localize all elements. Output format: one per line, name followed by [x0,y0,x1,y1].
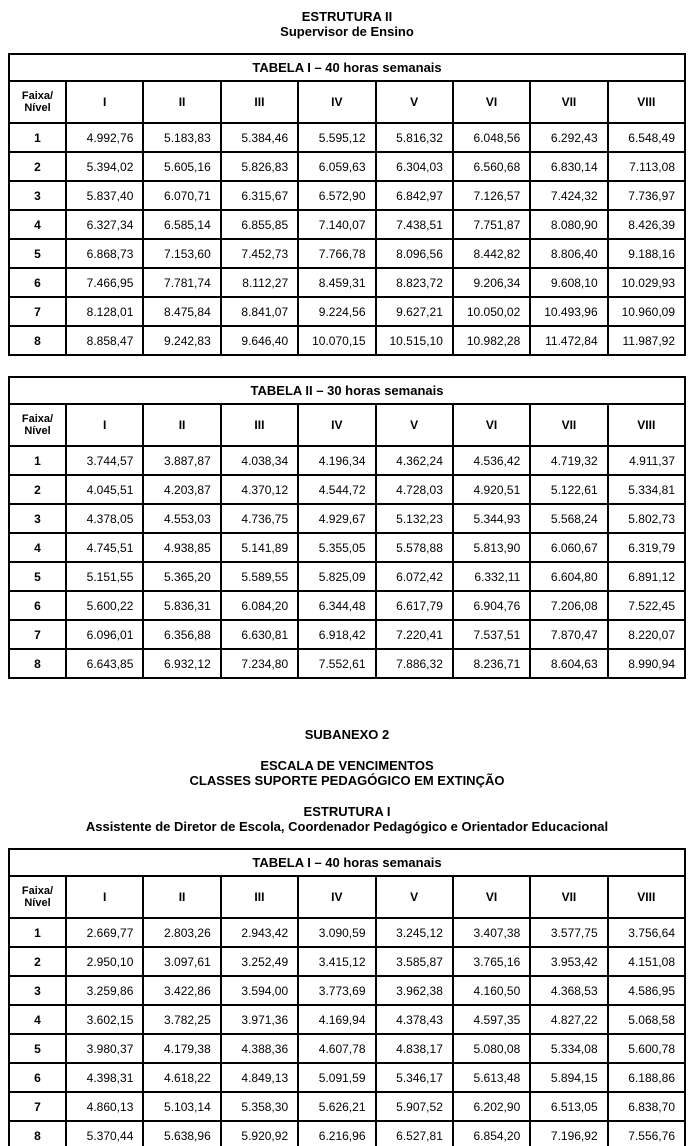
salary-cell: 6.332,11 [453,562,530,591]
table-row [9,562,685,591]
salary-cell: 6.918,42 [298,620,375,649]
corner-label-line1: Faixa/ [21,413,54,425]
salary-cell: 8.841,07 [221,297,298,326]
salary-cell: 8.442,82 [453,239,530,268]
row-level: 2 [9,947,66,976]
salary-cell: 10.515,10 [376,326,453,355]
row-level: 2 [9,475,66,504]
salary-cell: 8.604,63 [530,649,607,678]
table-header-row [9,876,685,918]
salary-cell: 6.048,56 [453,123,530,152]
row-level: 5 [9,239,66,268]
salary-cell: 6.854,20 [453,1121,530,1146]
salary-cell: 5.365,20 [143,562,220,591]
salary-cell: 4.597,35 [453,1005,530,1034]
salary-cell: 4.160,50 [453,976,530,1005]
salary-cell: 7.438,51 [376,210,453,239]
row-level: 3 [9,976,66,1005]
salary-cell: 5.080,08 [453,1034,530,1063]
salary-cell: 2.669,77 [66,918,143,947]
salary-cell: 2.943,42 [221,918,298,947]
salary-cell: 4.378,05 [66,504,143,533]
table-row [9,649,685,678]
salary-cell: 4.196,34 [298,446,375,475]
column-header: V [376,81,453,123]
salary-cell: 7.452,73 [221,239,298,268]
salary-cell: 6.560,68 [453,152,530,181]
row-level: 7 [9,1092,66,1121]
table-row [9,533,685,562]
salary-cell: 7.766,78 [298,239,375,268]
row-level: 1 [9,123,66,152]
table-row [9,152,685,181]
table-row [9,123,685,152]
salary-cell: 4.378,43 [376,1005,453,1034]
salary-cell: 4.860,13 [66,1092,143,1121]
salary-cell: 5.613,48 [453,1063,530,1092]
salary-cell: 7.153,60 [143,239,220,268]
salary-cell: 8.220,07 [608,620,685,649]
salary-cell: 2.950,10 [66,947,143,976]
salary-cell: 6.838,70 [608,1092,685,1121]
salary-cell: 4.938,85 [143,533,220,562]
corner-label-line1: Faixa/ [21,90,54,102]
column-header: III [221,404,298,446]
salary-cell: 8.096,56 [376,239,453,268]
table-row [9,239,685,268]
salary-cell: 5.384,46 [221,123,298,152]
salary-cell: 10.029,93 [608,268,685,297]
row-level: 7 [9,297,66,326]
table-header-row [9,81,685,123]
salary-cell: 9.224,56 [298,297,375,326]
salary-cell: 2.803,26 [143,918,220,947]
column-header: I [66,81,143,123]
salary-cell: 6.070,71 [143,181,220,210]
salary-cell: 3.090,59 [298,918,375,947]
table-title-row [9,849,685,876]
salary-cell: 7.424,32 [530,181,607,210]
salary-cell: 4.370,12 [221,475,298,504]
salary-cell: 6.585,14 [143,210,220,239]
column-header: VI [453,876,530,918]
salary-table-estrutura1-40h [8,848,686,1146]
salary-cell: 3.971,36 [221,1005,298,1034]
salary-cell: 4.045,51 [66,475,143,504]
salary-cell: 3.245,12 [376,918,453,947]
salary-cell: 6.643,85 [66,649,143,678]
salary-cell: 5.907,52 [376,1092,453,1121]
salary-cell: 4.736,75 [221,504,298,533]
salary-cell: 4.553,03 [143,504,220,533]
table-row [9,504,685,533]
salary-cell: 4.838,17 [376,1034,453,1063]
table-row [9,446,685,475]
table-row [9,475,685,504]
table-row [9,1005,685,1034]
column-header: I [66,404,143,446]
salary-cell: 5.394,02 [66,152,143,181]
salary-cell: 4.368,53 [530,976,607,1005]
row-level: 6 [9,1063,66,1092]
salary-cell: 5.638,96 [143,1121,220,1146]
salary-cell: 3.887,87 [143,446,220,475]
salary-cell: 4.536,42 [453,446,530,475]
section-title: ESTRUTURA II [301,9,393,24]
salary-cell: 3.953,42 [530,947,607,976]
salary-cell: 6.072,42 [376,562,453,591]
corner-label-line2: Nível [24,102,51,114]
salary-cell: 6.932,12 [143,649,220,678]
salary-cell: 6.604,80 [530,562,607,591]
salary-cell: 10.050,02 [453,297,530,326]
salary-cell: 5.605,16 [143,152,220,181]
salary-cell: 11.472,84 [530,326,607,355]
salary-cell: 7.781,74 [143,268,220,297]
salary-cell: 6.572,90 [298,181,375,210]
salary-cell: 7.751,87 [453,210,530,239]
salary-cell: 5.141,89 [221,533,298,562]
salary-cell: 7.870,47 [530,620,607,649]
salary-cell: 5.103,14 [143,1092,220,1121]
salary-cell: 7.113,08 [608,152,685,181]
salary-cell: 5.355,05 [298,533,375,562]
salary-table-40h [8,53,686,356]
salary-cell: 11.987,92 [608,326,685,355]
row-level: 5 [9,562,66,591]
column-header: III [221,81,298,123]
salary-cell: 6.202,90 [453,1092,530,1121]
salary-cell: 3.415,12 [298,947,375,976]
salary-cell: 6.356,88 [143,620,220,649]
salary-cell: 4.992,76 [66,123,143,152]
salary-cell: 8.858,47 [66,326,143,355]
column-header: VIII [608,81,685,123]
salary-cell: 6.855,85 [221,210,298,239]
document-header [0,0,694,39]
salary-cell: 3.744,57 [66,446,143,475]
row-level: 8 [9,1121,66,1146]
salary-cell: 9.206,34 [453,268,530,297]
salary-cell: 7.552,61 [298,649,375,678]
salary-cell: 7.522,45 [608,591,685,620]
table-row [9,1121,685,1146]
salary-cell: 5.344,93 [453,504,530,533]
salary-cell: 6.891,12 [608,562,685,591]
salary-cell: 5.334,08 [530,1034,607,1063]
salary-cell: 3.765,16 [453,947,530,976]
salary-cell: 7.537,51 [453,620,530,649]
salary-cell: 6.060,67 [530,533,607,562]
table-row [9,268,685,297]
corner-header [9,81,66,123]
salary-cell: 10.982,28 [453,326,530,355]
row-level: 8 [9,649,66,678]
salary-cell: 9.188,16 [608,239,685,268]
salary-cell: 4.179,38 [143,1034,220,1063]
salary-cell: 5.183,83 [143,123,220,152]
salary-cell: 4.827,22 [530,1005,607,1034]
table-row [9,326,685,355]
table-title: TABELA II – 30 horas semanais [9,377,685,404]
salary-cell: 4.544,72 [298,475,375,504]
salary-cell: 9.646,40 [221,326,298,355]
salary-cell: 3.407,38 [453,918,530,947]
salary-cell: 3.252,49 [221,947,298,976]
table-row [9,1034,685,1063]
column-header: IV [298,404,375,446]
salary-cell: 4.586,95 [608,976,685,1005]
row-level: 1 [9,446,66,475]
salary-cell: 5.370,44 [66,1121,143,1146]
salary-cell: 6.315,67 [221,181,298,210]
salary-cell: 7.206,08 [530,591,607,620]
salary-cell: 8.459,31 [298,268,375,297]
salary-cell: 3.773,69 [298,976,375,1005]
column-header: VII [530,404,607,446]
structure-heading-line2: Assistente de Diretor de Escola, Coordenador Pedagógico e Orientador Educacional [85,819,609,834]
salary-cell: 4.849,13 [221,1063,298,1092]
row-level: 6 [9,268,66,297]
salary-cell: 4.929,67 [298,504,375,533]
table-header-row [9,404,685,446]
salary-cell: 6.344,48 [298,591,375,620]
column-header: I [66,876,143,918]
salary-cell: 7.466,95 [66,268,143,297]
salary-cell: 3.602,15 [66,1005,143,1034]
salary-cell: 4.728,03 [376,475,453,504]
salary-cell: 3.422,86 [143,976,220,1005]
salary-cell: 5.816,32 [376,123,453,152]
salary-cell: 5.358,30 [221,1092,298,1121]
salary-cell: 5.091,59 [298,1063,375,1092]
salary-cell: 6.216,96 [298,1121,375,1146]
column-header: IV [298,81,375,123]
salary-cell: 5.826,83 [221,152,298,181]
salary-cell: 4.719,32 [530,446,607,475]
salary-cell: 7.196,92 [530,1121,607,1146]
salary-cell: 6.513,05 [530,1092,607,1121]
column-header: III [221,876,298,918]
salary-cell: 5.595,12 [298,123,375,152]
salary-cell: 6.188,86 [608,1063,685,1092]
salary-cell: 5.920,92 [221,1121,298,1146]
salary-cell: 4.911,37 [608,446,685,475]
scale-heading-line1: ESCALA DE VENCIMENTOS [260,758,434,773]
table-row [9,918,685,947]
salary-cell: 4.203,87 [143,475,220,504]
salary-cell: 9.242,83 [143,326,220,355]
row-level: 2 [9,152,66,181]
salary-cell: 7.556,76 [608,1121,685,1146]
salary-cell: 4.745,51 [66,533,143,562]
salary-cell: 9.627,21 [376,297,453,326]
salary-cell: 8.475,84 [143,297,220,326]
table-row [9,210,685,239]
salary-cell: 5.151,55 [66,562,143,591]
salary-cell: 4.398,31 [66,1063,143,1092]
table-row [9,591,685,620]
salary-cell: 8.236,71 [453,649,530,678]
corner-header [9,876,66,918]
corner-header [9,404,66,446]
column-header: VII [530,81,607,123]
salary-cell: 6.868,73 [66,239,143,268]
salary-cell: 5.589,55 [221,562,298,591]
table-row [9,947,685,976]
corner-label-line2: Nível [24,897,51,909]
salary-cell: 3.594,00 [221,976,298,1005]
salary-cell: 6.096,01 [66,620,143,649]
table-row [9,976,685,1005]
salary-cell: 5.837,40 [66,181,143,210]
salary-cell: 3.980,37 [66,1034,143,1063]
salary-cell: 7.140,07 [298,210,375,239]
table-row [9,181,685,210]
salary-cell: 4.920,51 [453,475,530,504]
column-header: VIII [608,876,685,918]
section-subtitle: Supervisor de Ensino [280,24,414,39]
structure-heading-line1: ESTRUTURA I [303,804,391,819]
salary-cell: 5.122,61 [530,475,607,504]
subanexo-title: SUBANEXO 2 [304,727,390,742]
salary-cell: 6.304,03 [376,152,453,181]
row-level: 4 [9,210,66,239]
salary-cell: 6.527,81 [376,1121,453,1146]
scale-heading-line2: CLASSES SUPORTE PEDAGÓGICO EM EXTINÇÃO [189,773,505,788]
salary-cell: 10.070,15 [298,326,375,355]
salary-cell: 7.220,41 [376,620,453,649]
table-title-row [9,54,685,81]
column-header: II [143,81,220,123]
column-header: VIII [608,404,685,446]
row-level: 8 [9,326,66,355]
row-level: 3 [9,504,66,533]
column-header: V [376,404,453,446]
salary-cell: 7.234,80 [221,649,298,678]
salary-cell: 6.319,79 [608,533,685,562]
salary-cell: 7.886,32 [376,649,453,678]
salary-cell: 8.128,01 [66,297,143,326]
salary-cell: 8.990,94 [608,649,685,678]
salary-cell: 5.626,21 [298,1092,375,1121]
salary-cell: 6.548,49 [608,123,685,152]
salary-cell: 5.813,90 [453,533,530,562]
salary-cell: 6.842,97 [376,181,453,210]
salary-cell: 4.169,94 [298,1005,375,1034]
salary-cell: 6.084,20 [221,591,298,620]
salary-cell: 4.388,36 [221,1034,298,1063]
row-level: 1 [9,918,66,947]
salary-cell: 5.578,88 [376,533,453,562]
salary-cell: 5.334,81 [608,475,685,504]
salary-cell: 7.126,57 [453,181,530,210]
salary-cell: 5.825,09 [298,562,375,591]
salary-cell: 5.836,31 [143,591,220,620]
corner-label-line2: Nível [24,425,51,437]
salary-cell: 6.630,81 [221,620,298,649]
table-row [9,297,685,326]
column-header: IV [298,876,375,918]
salary-cell: 3.962,38 [376,976,453,1005]
salary-cell: 10.960,09 [608,297,685,326]
table-row [9,1063,685,1092]
row-level: 7 [9,620,66,649]
salary-cell: 3.782,25 [143,1005,220,1034]
structure-heading [0,804,694,834]
salary-cell: 8.426,39 [608,210,685,239]
salary-cell: 8.112,27 [221,268,298,297]
salary-cell: 9.608,10 [530,268,607,297]
salary-cell: 10.493,96 [530,297,607,326]
row-level: 4 [9,1005,66,1034]
salary-cell: 8.823,72 [376,268,453,297]
column-header: VI [453,404,530,446]
table-title: TABELA I – 40 horas semanais [9,849,685,876]
salary-cell: 6.830,14 [530,152,607,181]
salary-cell: 5.894,15 [530,1063,607,1092]
row-level: 5 [9,1034,66,1063]
column-header: II [143,876,220,918]
salary-cell: 3.577,75 [530,918,607,947]
salary-cell: 5.346,17 [376,1063,453,1092]
row-level: 6 [9,591,66,620]
column-header: V [376,876,453,918]
row-level: 4 [9,533,66,562]
table-title-row [9,377,685,404]
salary-cell: 3.259,86 [66,976,143,1005]
column-header: VI [453,81,530,123]
salary-cell: 4.151,08 [608,947,685,976]
salary-cell: 6.292,43 [530,123,607,152]
table-row [9,1092,685,1121]
scale-heading [0,758,694,788]
salary-cell: 4.618,22 [143,1063,220,1092]
salary-cell: 8.080,90 [530,210,607,239]
corner-label-line1: Faixa/ [21,885,54,897]
salary-cell: 6.617,79 [376,591,453,620]
salary-cell: 6.059,63 [298,152,375,181]
salary-cell: 6.327,34 [66,210,143,239]
salary-cell: 6.904,76 [453,591,530,620]
salary-cell: 5.068,58 [608,1005,685,1034]
salary-cell: 5.600,22 [66,591,143,620]
salary-cell: 4.362,24 [376,446,453,475]
salary-cell: 4.607,78 [298,1034,375,1063]
salary-cell: 3.756,64 [608,918,685,947]
table-row [9,620,685,649]
column-header: VII [530,876,607,918]
salary-cell: 5.802,73 [608,504,685,533]
salary-cell: 3.097,61 [143,947,220,976]
salary-cell: 5.132,23 [376,504,453,533]
salary-cell: 4.038,34 [221,446,298,475]
column-header: II [143,404,220,446]
salary-cell: 7.736,97 [608,181,685,210]
salary-cell: 8.806,40 [530,239,607,268]
salary-cell: 5.568,24 [530,504,607,533]
table-title: TABELA I – 40 horas semanais [9,54,685,81]
salary-cell: 5.600,78 [608,1034,685,1063]
salary-table-30h [8,376,686,679]
row-level: 3 [9,181,66,210]
salary-cell: 3.585,87 [376,947,453,976]
